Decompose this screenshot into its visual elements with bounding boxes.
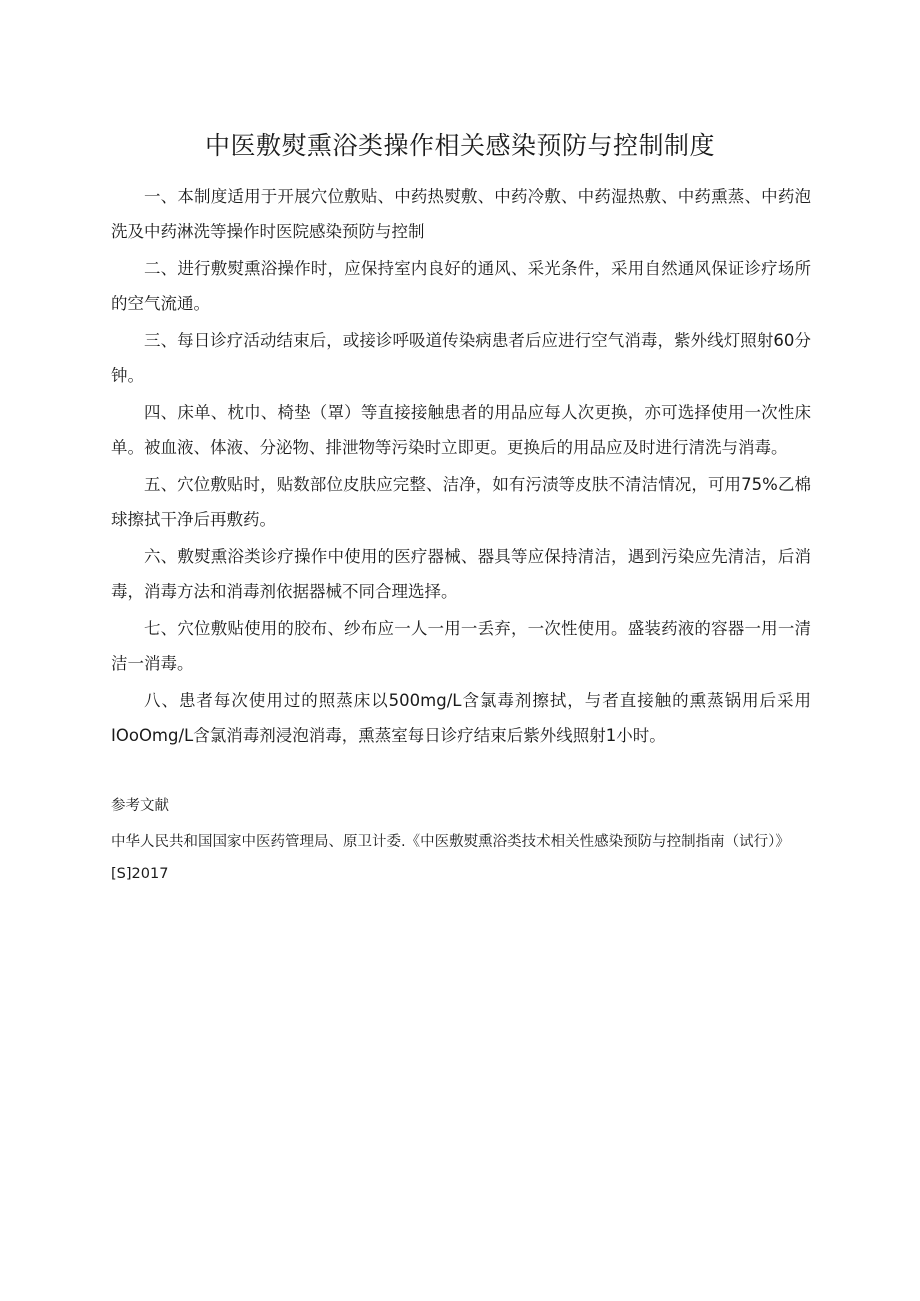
paragraph-4: 四、床单、枕巾、椅垫（罩）等直接接触患者的用品应每人次更换，亦可选择使用一次性床单。被血液、体液、分泌物、排泄物等污染时立即更。更换后的用品应及时进行清洗与消毒。 (111, 403, 811, 457)
paragraph-1: 一、本制度适用于开展穴位敷贴、中药热熨敷、中药冷敷、中药湿热敷、中药熏蒸、中药泡洗及中药淋洗等操作时医院感染预防与控制 (111, 187, 811, 241)
paragraph-2: 二、进行敷熨熏浴操作时，应保持室内良好的通风、采光条件，采用自然通风保证诊疗场所的空气流通。 (111, 259, 811, 313)
references-heading: 参考文献 (111, 798, 169, 814)
paragraph-5: 五、穴位敷贴时，贴数部位皮肤应完整、洁净，如有污渍等皮肤不清洁情况，可用75%乙棉球擦拭干净后再敷药。 (111, 475, 811, 529)
document-title: 中医敷熨熏浴类操作相关感染预防与控制制度 (204, 131, 715, 160)
paragraph-6: 六、敷熨熏浴类诊疗操作中使用的医疗器械、器具等应保持清洁，遇到污染应先清洁，后消毒，消毒方法和消毒剂依据器械不同合理选择。 (111, 547, 811, 601)
document-body (111, 180, 811, 753)
paragraph-7: 七、穴位敷贴使用的胶布、纱布应一人一用一丢弃，一次性使用。盛装药液的容器一用一清洁一消毒。 (111, 619, 811, 673)
reference-entry: 中华人民共和国国家中医药管理局、原卫计委.《中医敷熨熏浴类技术相关性感染预防与控制指南（试行）》[S]2017 (111, 834, 790, 882)
paragraph-8: 八、患者每次使用过的照蒸床以500mg/L含氯毒剂擦拭，与者直接触的熏蒸锅用后采用IOoOmg/L含氯消毒剂浸泡消毒，熏蒸室每日诊疗结束后紫外线照射1小时。 (111, 691, 811, 745)
references-section (111, 790, 811, 890)
paragraph-3: 三、每日诊疗活动结束后，或接诊呼吸道传染病患者后应进行空气消毒，紫外线灯照射60分钟。 (111, 331, 811, 385)
